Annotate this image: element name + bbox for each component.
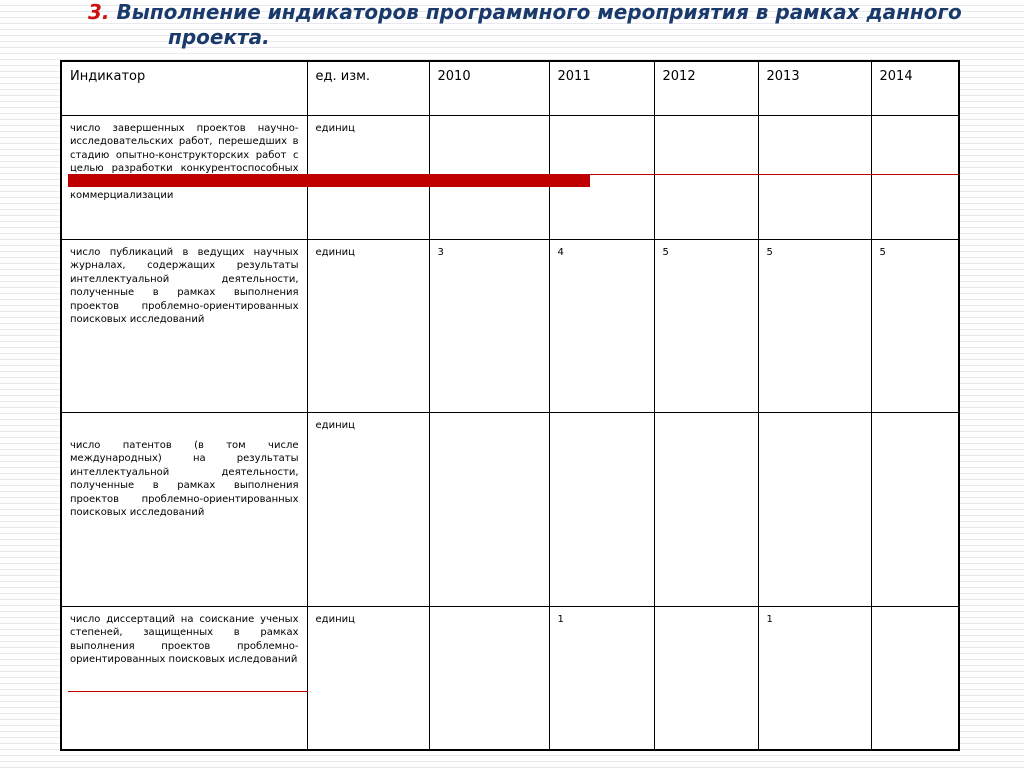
- unit-cell: единиц: [307, 606, 429, 750]
- indicator-text: число патентов (в том числе международных) на результаты интеллектуальной деятельности, полученные в рамках выполнения проектов проблемно-ориентированных поисковых исследований: [70, 439, 299, 518]
- value-cell: 4: [549, 239, 654, 412]
- indicator-cell: число завершенных проектов научно-исследовательских работ, перешедших в стадию опытно-конструкторских работ с целью разработки конкурентоспособных коммерциализации: [61, 115, 307, 239]
- header-year-2012: 2012: [654, 61, 758, 115]
- header-year-2014: 2014: [871, 61, 959, 115]
- title-line-1: Выполнение индикаторов программного мероприятия в рамках данного: [116, 0, 962, 24]
- value-cell: [758, 115, 871, 239]
- value-cell: 5: [758, 239, 871, 412]
- value-cell: [871, 115, 959, 239]
- value-cell: [429, 606, 549, 750]
- value-cell: [654, 412, 758, 606]
- indicator-cell: число диссертаций на соискание ученых степеней, защищенных в рамках выполнения проектов проблемно-ориентированных поисковых иследований: [61, 606, 307, 750]
- unit-cell: единиц: [307, 115, 429, 239]
- value-cell: [549, 412, 654, 606]
- value-cell: 5: [871, 239, 959, 412]
- value-cell: [758, 412, 871, 606]
- header-year-2013: 2013: [758, 61, 871, 115]
- unit-cell: единиц: [307, 412, 429, 606]
- value-cell: [429, 412, 549, 606]
- indicator-cell: [61, 412, 307, 606]
- value-cell: 3: [429, 239, 549, 412]
- highlight-bar: [68, 174, 590, 187]
- title-number: 3.: [88, 0, 110, 24]
- unit-cell: единиц: [307, 239, 429, 412]
- table-row: [61, 239, 959, 412]
- value-cell: 1: [549, 606, 654, 750]
- header-unit: ед. изм.: [307, 61, 429, 115]
- header-year-2010: 2010: [429, 61, 549, 115]
- slide-title: [88, 0, 1008, 50]
- header-indicator: Индикатор: [61, 61, 307, 115]
- header-year-2011: 2011: [549, 61, 654, 115]
- indicators-table: [60, 60, 960, 751]
- value-cell: [871, 412, 959, 606]
- highlight-line: [590, 174, 958, 175]
- value-cell: [654, 606, 758, 750]
- value-cell: [654, 115, 758, 239]
- title-line-2: проекта.: [168, 25, 270, 49]
- table-row: [61, 412, 959, 606]
- header-row: [61, 61, 959, 115]
- indicator-cell: число публикаций в ведущих научных журналах, содержащих результаты интеллектуальной деятельности, полученные в рамках выполнения проектов проблемно-ориентированных поисковых исследований: [61, 239, 307, 412]
- value-cell: [871, 606, 959, 750]
- value-cell: 5: [654, 239, 758, 412]
- value-cell: 1: [758, 606, 871, 750]
- table-row: [61, 606, 959, 750]
- highlight-line: [68, 691, 308, 692]
